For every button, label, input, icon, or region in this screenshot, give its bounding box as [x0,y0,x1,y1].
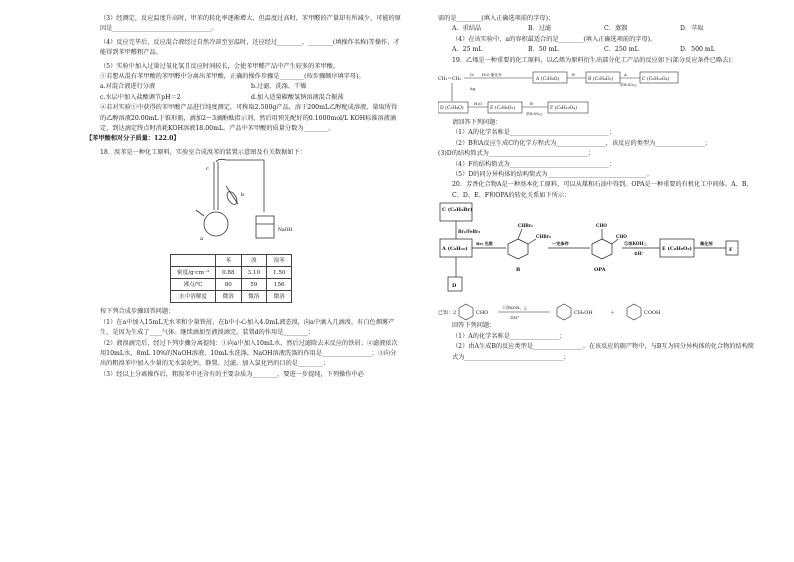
chbr2-side: CHBr₂ [536,234,551,240]
left-column [86,14,402,380]
flask-a [204,212,228,236]
question-3-text: （3）经测定，反应温度升高时，甲苯的转化率逐渐增大，但温度过高时，苯甲醛的产量却有所减少，可能的原因是________________________________。 [100,15,401,33]
answer-4: （4）F的结构简式为________________________________； [452,160,615,168]
answer-2: （2）B和A反应生成C的化学方程式为________________，该反应的类型为________________； [452,139,711,147]
step-3-text: （3）经以上分离操作后，粗溴苯中还含有的主要杂质为________，要进一步提纯，下列操作中必 [100,370,364,378]
known-cond-1: ①浓KOH，△ [502,305,527,311]
question-18-text: 18．溴苯是一种化工原料，实验室合成溴苯的装置示意图及有关数据如下： [100,148,306,156]
option-a: A．重结晶 [452,25,482,33]
label-naoh: NaOH [278,228,293,234]
bond-B1 [528,239,536,244]
reagent-b: B [572,72,575,78]
gas-delivery-tube [216,160,264,213]
properties-table [170,254,292,303]
box-F-text: F (C₆H₁₀O₄) [550,106,577,112]
table-cell: 59 [241,279,266,291]
bond-OPA1 [612,239,618,244]
molar-mass-note: 【苯甲酸相对分子质量：122.0】 [86,135,180,143]
option-b: B．50 mL [528,46,559,54]
cho-top: CHO [596,223,607,229]
chbr2-top: CHBr₂ [518,223,533,229]
box-C-text: C (C₆H₁₀O₄) [642,77,670,83]
reagent-catalyst: 催化剂 [700,241,713,247]
ethylene-label: CH₂＝CH₂ [438,77,462,83]
options-row-2 [86,93,402,103]
option-b: b.过滤、洗涤、干燥 [251,83,307,91]
benzene-ring-3 [627,304,641,320]
reagent-acid: 浓H₂SO₄△ [620,83,637,88]
answer-b1: （1）A的化学名称是________________； [452,332,566,340]
table-cell: 密度/g·cm⁻³ [171,267,216,279]
header-cell [171,255,216,267]
table-row [171,279,292,291]
table-cell: 156 [267,279,292,291]
beaker-d [256,216,274,238]
known-reaction [438,299,756,321]
table-cell: 微溶 [241,291,266,303]
right-column [438,14,756,363]
header-cell: 溴 [241,255,266,267]
flask-side-neck [196,210,204,216]
reagent-br2-light: Br₂ 光照 [476,241,493,247]
known-product-1: CH₂OH [574,310,593,317]
box-D-text: D (C₂H₄O) [440,106,464,112]
option-d: D．500 mL [680,46,715,54]
reagent-br2-febr3: Br₂/FeBr₃ [458,229,481,235]
step-2-text: （2）液溴滴完后，经过下列步骤分离提纯：①向a中加入10mL水，然后过滤除去未反应的铁屑；②滤液依次用10mL水、8mL 10%的NaOH溶液、10mL水洗涤。NaOH溶液洗涤的作用是________________；③向分出的粗溴苯中加入少量的无水氯化钙，静置、过滤。加入氯化钙的目的是________； [100,339,398,368]
box-A-text: A (C₂H₆O) [536,77,560,83]
reagent-a: A [624,72,627,78]
option-d: d.加入适量碳酸氢钠溶液混合振荡 [251,93,344,101]
options-row-4 [438,45,756,55]
answer-prompt-2: 回答下列问题： [452,322,496,330]
reagent-water-2: H₂O [474,101,482,107]
known-label: 已知：2 [438,310,457,317]
reagent-h-plus: ②H⁺ [634,251,644,257]
option-a: A．25 mL [452,46,483,54]
option-b: B．过滤 [528,25,552,33]
apparatus-diagram [86,158,402,250]
known-cho: CHO [476,310,489,317]
question-5-part-2: ②若对实验①中获得的苯甲酸产品进行纯度测定，可称取2.500g产品，溶于200mL乙醇配成溶液，量取所得的乙醇溶液20.00mL于锥形瓶，滴加2～3滴酚酞指示剂，然后用预先配好的0.1000mol/L KOH标准溶液滴定，到达滴定终点时消耗KOH溶液18.00mL。产品中苯甲酸的质量分数为________。 [100,104,398,133]
answer-1: （1）A的化学名称是________________________________； [452,129,616,137]
reagent-acid-2: 浓H₂SO₄△ [526,112,543,117]
box-C2-text: C (C₈H₉Br) [442,207,473,214]
options-row-1 [86,82,402,92]
step-1-text: （1）在a中加入15mL无水苯和少量铁屑，在b中小心加入4.0mL液态溴，向a中滴入几滴溴，有白色烟雾产生，是因为生成了____气体。继续滴加至液溴滴完。装置d的作用是________； [100,318,395,337]
question-20-text: 20．芳香化合物A是一种基本化工原料，可以从煤和石油中得到。OPA是一种重要的有机化工中间体。A、B、C、D、E、F和OPA的转化关系如下所示： [452,181,753,199]
box-F2-text: F [729,247,733,254]
dropping-funnel [226,186,238,204]
table-cell: 微溶 [267,291,292,303]
label-OPA: OPA [594,267,606,274]
funnel-bulb [225,190,239,206]
known-plus: ＋ [610,310,616,317]
table-row [171,267,292,279]
bond-B2 [518,229,522,239]
question-19-text: 19．乙烯是一种重要的化工原料，以乙烯为原料衍生出部分化工产品的反应如下(部分反应条件已略去)： [452,56,737,64]
question-4-text: （4）在该实验中，a的容积最适合的是________(填入正确选项前的字母)。 [452,35,657,43]
instructions-text: 按下列合成步骤回答问题： [100,308,175,316]
option-d: D．萃取 [680,25,704,33]
option-a: a.对混合液进行分液 [100,83,156,91]
question-4-text: （4）反应完毕后，反应混合液经过自然冷却至室温时，还应经过________、________(填操作名称)等操作，才能得到苯甲醛粗产品。 [100,38,400,57]
table-cell: 1.50 [267,267,292,279]
aromatic-flow-diagram [438,201,756,299]
box-D2-text: D [452,283,457,290]
ethylene-flow-diagram [438,68,756,118]
answer-5: （5）D的同分异构体的结构简式为________________________________。 [452,171,653,179]
continued-text: 需的是________(填入正确选项前的字母)； [438,15,555,22]
table-header-row [171,255,292,267]
answer-prompt: 请回答下列问题： [452,119,502,127]
reagent-conditions: 一定条件 [552,241,569,247]
benzene-ring-1 [459,304,473,320]
known-cond-2: ②H⁺ [510,315,520,321]
label-a: a [200,236,203,243]
label-b: b [241,192,245,199]
header-cell: 溴苯 [267,255,292,267]
cond-o2: O₂ [470,72,475,78]
table-cell: 80 [216,279,241,291]
label-B: B [516,267,521,274]
box-E-text: E (C₂H₆O₂) [490,106,516,112]
table-row [171,291,292,303]
table-cell: 0.88 [216,267,241,279]
box-E2-text: E (C₈H₈O₃) [662,246,692,253]
table-cell: 水中溶解度 [171,291,216,303]
known-product-2: COOH [644,310,661,317]
option-c: C．250 mL [604,46,639,54]
box-A2-text: A (C₈H₁₀) [442,246,468,253]
reagent-b-2: B [530,101,533,107]
cond-ag: Ag [470,86,476,92]
table-cell: 沸点/℃ [171,279,216,291]
question-5-text: （5）实验中加入过量过氧化氢且反应时间较长，会使苯甲醛产品中产生较多的苯甲酸。 [100,62,340,70]
option-c: C．蒸馏 [604,25,628,33]
reagent-koh: ①浓KOH△ [624,241,647,247]
options-row-3 [438,24,756,34]
benzene-ring-OPA [592,239,612,259]
label-c: c [206,166,209,173]
question-5-part-1: ①若想从混有苯甲酸的苯甲醛中分离出苯甲酸，正确的操作步骤是________(按步骤顺序填字母)。 [100,73,365,81]
benzene-ring-B [508,239,528,259]
table-cell: 3.10 [241,267,266,279]
cho-side: CHO [616,234,627,240]
answer-3: (3)D的结构简式为________________________________； [438,150,595,158]
answer-b2: （2）由A生成B的反应类型是________________。在该反应的副产物中，与B互为同分异构体的化合物的结构简式为________________________________； [452,343,755,361]
box-B-text: B (C₂H₄O₂) [588,77,614,83]
benzene-ring-2 [557,304,571,320]
table-cell: 微溶 [216,291,241,303]
header-cell: 苯 [216,255,241,267]
option-c: c.水层中加入盐酸调节pH＝2 [100,93,181,101]
reagent-water: H₂O 催化剂 [482,73,502,78]
